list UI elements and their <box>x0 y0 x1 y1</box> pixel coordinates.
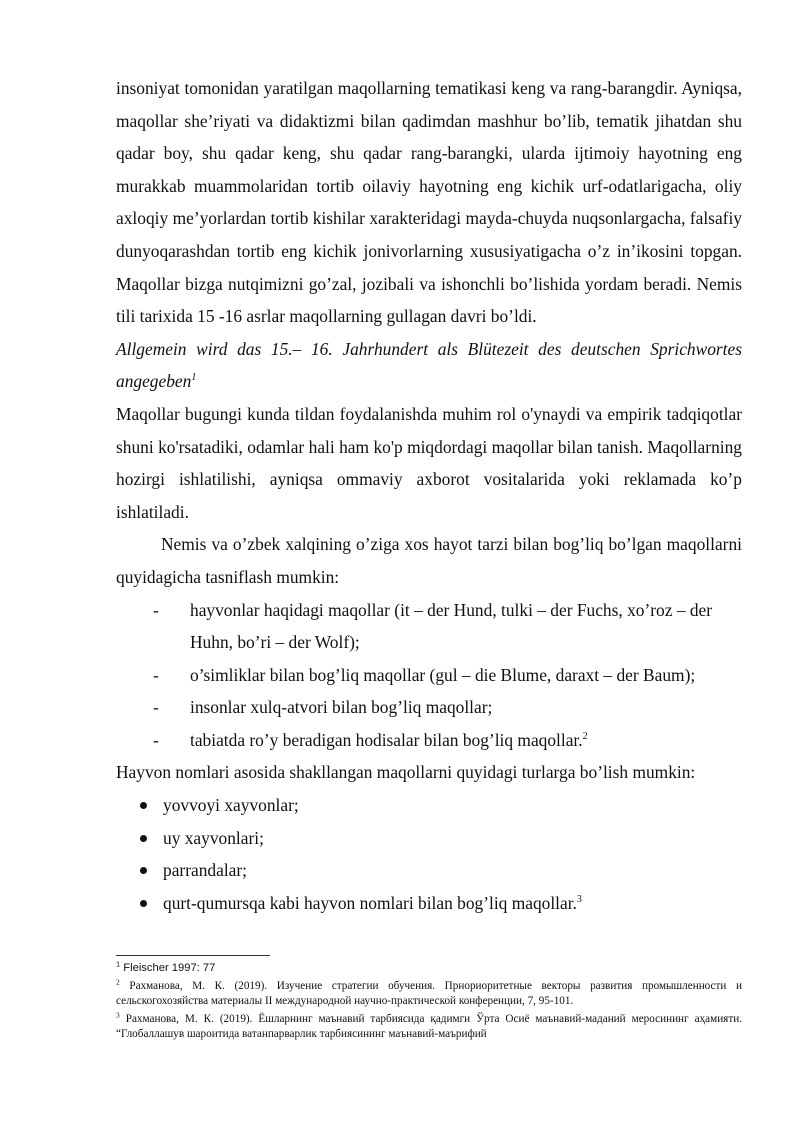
footnote-text: Рахманова, М. К. (2019). Изучение стратегии обучения. Прнориоритетные векторы развития промышленности и сельскогохозяйства материалы II международной научно-практической конференции, 7, 95-101. <box>116 979 743 1008</box>
bullet-icon <box>140 900 147 907</box>
list-item <box>116 854 742 887</box>
list-item-text: o’simliklar bilan bog’liq maqollar (gul – die Blume, daraxt – der Baum); <box>190 664 696 685</box>
dash-marker: - <box>153 664 159 685</box>
paragraph-animal-types: Hayvon nomlari asosida shakllangan maqollarni quyidagi turlarga bo’lish mumkin: <box>116 762 696 783</box>
list-item <box>116 887 742 920</box>
list-item <box>116 691 742 724</box>
list-item-text: parrandalar; <box>163 860 247 881</box>
footnote-number: 2 <box>116 976 120 986</box>
footnote-number: 3 <box>116 1010 120 1020</box>
list-item <box>116 724 742 757</box>
footnote-ref-3[interactable]: 3 <box>576 894 582 906</box>
dash-list <box>116 594 742 757</box>
list-item-text: hayvonlar haqidagi maqollar (it – der Hund, tulki – der Fuchs, xo’roz – der Huhn, bo’ri – der Wolf); <box>190 599 713 653</box>
footnote-text: Рахманова, М. К. (2019). Ёшларнинг маънавий тарбиясида қадимги Ўрта Осиё маънавий-маданий меросининг аҳамияти. “Глобаллашув шароитида ватанпарварлик тарбиясининг маънавий-маърифий <box>116 1012 742 1041</box>
footnote-number: 1 <box>116 959 121 969</box>
body-text <box>116 72 742 919</box>
list-item <box>116 659 742 692</box>
footnotes <box>116 961 742 1045</box>
footnote-1 <box>116 961 742 977</box>
dash-marker: - <box>153 599 159 620</box>
footnote-text: Fleischer 1997: 77 <box>123 962 216 974</box>
list-item <box>116 822 742 855</box>
list-item-text: tabiatda ro’y beradigan hodisalar bilan bog’liq maqollar. <box>190 729 583 750</box>
footnote-2 <box>116 976 743 1010</box>
list-item-text: uy xayvonlari; <box>163 827 264 848</box>
footnote-ref-2[interactable]: 2 <box>582 731 588 743</box>
footnote-3 <box>116 1012 742 1043</box>
paragraph-intro: insoniyat tomonidan yaratilgan maqollarning tematikasi keng va rang-barangdir. Ayniqsa, maqollar she’riyati va didaktizmi bilan qadimdan mashhur bo’lib, tematik jihatdan shu qadar boy, shu qadar keng, shu qadar rang-barangki, ularda ijtimoiy hayotning eng murakkab muammolaridan tortib oilaviy hayotning eng kichik urf-odatlarigacha, oliy axloqiy me’yorlardan tortib kishilar xarakteridagi mayda-chuyda nuqsonlargacha, falsafiy dunyoqarashdan tortib eng kichik jonivorlarning xususiyatigacha o’z in’ikosini topgan. Maqollar bizga nutqimizni go’zal, jozibali va ishonchli bo’lishida yordam beradi. Nemis tili tarixida 15 -16 asrlar maqollarning gullagan davri bo’ldi. <box>116 78 742 327</box>
dash-marker: - <box>153 729 159 750</box>
bullet-icon <box>140 867 147 874</box>
list-item-text: yovvoyi xayvonlar; <box>163 795 299 816</box>
bullet-list <box>116 789 742 919</box>
dash-marker: - <box>153 697 159 718</box>
footnote-ref-1[interactable]: 1 <box>191 372 197 384</box>
list-item-text: insonlar xulq-atvori bilan bog’liq maqollar; <box>190 697 493 718</box>
german-quote-text: Allgemein wird das 15.– 16. Jahrhundert als Blütezeit des deutschen Sprichwortes angegeben <box>116 338 742 392</box>
paragraph-usage: Maqollar bugungi kunda tildan foydalanishda muhim rol o'ynaydi va empirik tadqiqotlar shuni ko'rsatadiki, odamlar hali ham ko'p miqdordagi maqollar bilan tanish. Maqollarning hozirgi ishlatilishi, ayniqsa ommaviy axborot vositalarida yoki reklamada ko’p ishlatiladi. <box>116 403 742 522</box>
bullet-icon <box>140 835 147 842</box>
footnote-divider <box>116 955 270 956</box>
paragraph-classification: Nemis va o’zbek xalqining o’ziga xos hayot tarzi bilan bog’liq bo’lgan maqollarni quyidagicha tasniflash mumkin: <box>116 534 742 587</box>
bullet-icon <box>140 802 147 809</box>
list-item-text: qurt-qumursqa kabi hayvon nomlari bilan bog’liq maqollar. <box>163 892 577 913</box>
list-item <box>116 594 742 659</box>
list-item <box>116 789 742 822</box>
german-quote <box>116 333 742 398</box>
